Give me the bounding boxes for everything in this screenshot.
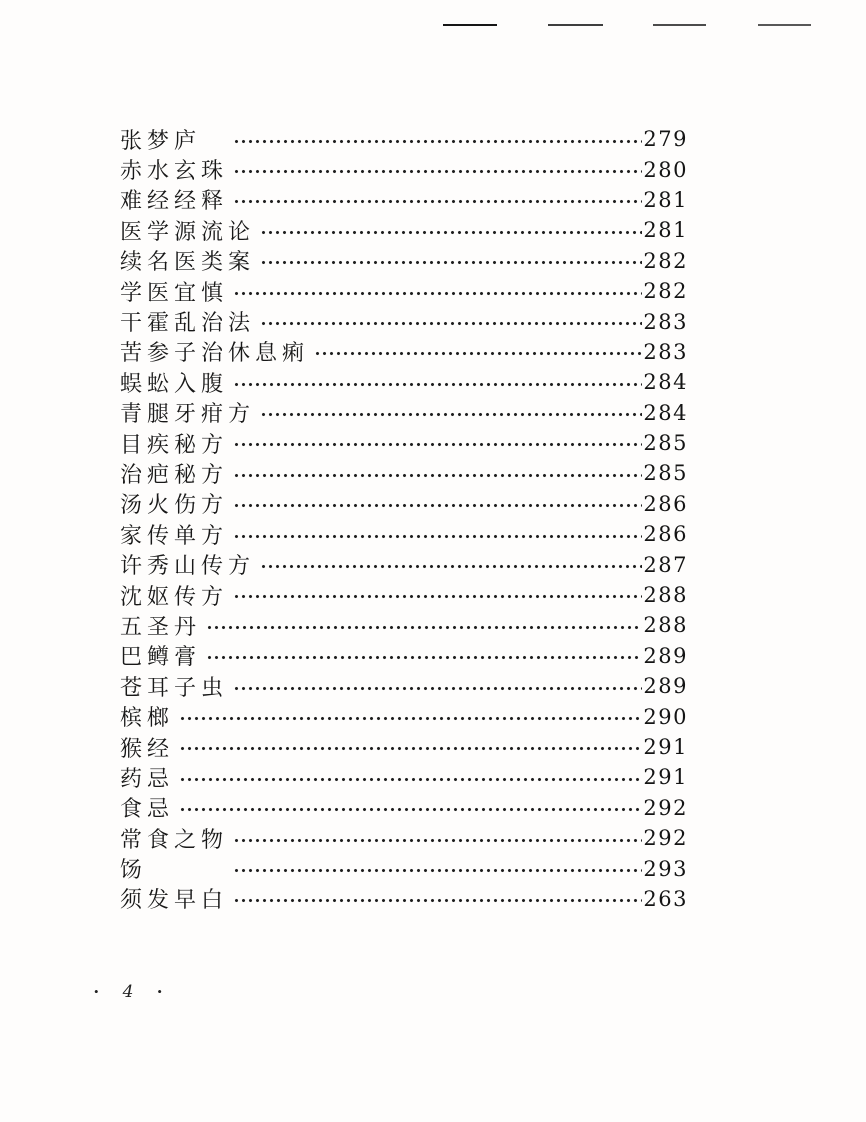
dotted-leader (260, 215, 642, 245)
toc-entry-title: 目疾秘方 (120, 431, 229, 457)
dotted-leader (233, 884, 642, 914)
toc-entry-page-number: 284 (643, 400, 688, 425)
dotted-leader (233, 124, 642, 154)
dotted-leader (233, 276, 642, 306)
footer-bullet-right: • (157, 984, 162, 999)
toc-entry-page-number: 291 (643, 765, 688, 790)
toc-entry-title: 续名医类案 (120, 249, 256, 275)
toc-row (120, 185, 688, 215)
toc-entry-title: 食忌 (120, 796, 175, 822)
toc-entry-title: 五圣丹 (120, 613, 202, 639)
toc-entry-title: 巴鳟膏 (120, 644, 202, 670)
toc-entry-title: 苍耳子虫 (120, 674, 229, 700)
footer-page-number: 4 (122, 982, 134, 1002)
scan-artifact-dash (758, 24, 811, 26)
toc-entry-title: 猴经 (120, 735, 175, 761)
toc-entry-title: 家传单方 (120, 522, 229, 548)
dotted-leader (314, 337, 642, 367)
dotted-leader (233, 185, 642, 215)
dotted-leader (260, 246, 642, 276)
toc-entry-title: 干霍乱治法 (120, 310, 256, 336)
toc-entry-page-number: 288 (643, 613, 688, 638)
toc-entry-page-number: 284 (643, 370, 688, 395)
toc-entry-page-number: 291 (643, 735, 688, 759)
toc-row (120, 549, 688, 579)
toc-row (120, 853, 688, 883)
toc-entry-page-number: 289 (643, 674, 688, 699)
toc-row (120, 793, 688, 823)
toc-row (120, 337, 688, 367)
toc-row (120, 154, 688, 184)
toc-entry-title: 赤水玄珠 (120, 158, 229, 184)
toc-entry-title: 沈妪传方 (120, 583, 229, 609)
toc-list (120, 124, 688, 914)
toc-entry-page-number: 281 (643, 218, 688, 243)
toc-row (120, 823, 688, 853)
toc-entry-title: 苦参子治休息痢 (120, 340, 310, 366)
toc-entry-page-number: 281 (643, 187, 688, 212)
dotted-leader (233, 367, 642, 397)
toc-entry-title: 学医宜慎 (120, 279, 229, 305)
toc-row (120, 428, 688, 458)
scan-artifact-dash (548, 24, 603, 26)
dotted-leader (179, 793, 642, 823)
toc-entry-title: 难经经释 (120, 188, 229, 214)
dotted-leader (179, 762, 642, 792)
toc-entry-title: 蜈蚣入腹 (120, 370, 229, 396)
dotted-leader (260, 398, 642, 428)
toc-row (120, 306, 688, 336)
dotted-leader (179, 732, 642, 762)
footer-bullet-left: • (94, 984, 99, 999)
dotted-leader (179, 701, 642, 731)
toc-entry-title: 医学源流论 (120, 218, 256, 244)
toc-entry-title: 药忌 (120, 765, 175, 791)
dotted-leader (233, 519, 642, 549)
dotted-leader (260, 549, 642, 579)
toc-entry-page-number: 282 (643, 248, 688, 273)
toc-entry-page-number: 283 (643, 309, 688, 334)
dotted-leader (233, 154, 642, 184)
page-number-footer (94, 982, 162, 1002)
toc-entry-page-number: 292 (643, 826, 688, 851)
dotted-leader (206, 610, 642, 640)
toc-entry-page-number: 285 (643, 431, 688, 456)
toc-entry-page-number: 282 (643, 279, 688, 304)
toc-row (120, 215, 688, 245)
dotted-leader (260, 306, 642, 336)
toc-entry-title: 治疤秘方 (120, 462, 229, 487)
scan-artifact-dash (443, 24, 497, 26)
toc-entry-title: 饧 (120, 857, 148, 883)
toc-entry-page-number: 286 (643, 522, 688, 547)
toc-row (120, 641, 688, 671)
toc-entry-page-number: 290 (643, 704, 688, 729)
toc-entry-page-number: 288 (643, 583, 688, 608)
toc-entry-page-number: 285 (643, 461, 688, 486)
toc-entry-title: 常食之物 (120, 826, 229, 852)
toc-entry-page-number: 279 (643, 127, 688, 152)
dotted-leader (233, 489, 642, 519)
toc-entry-title: 张梦庐 (120, 127, 202, 153)
toc-row (120, 489, 688, 519)
dotted-leader (233, 458, 642, 488)
toc-entry-page-number: 287 (643, 552, 688, 577)
toc-row (120, 701, 688, 731)
dotted-leader (206, 641, 642, 671)
toc-entry-title: 许秀山传方 (120, 553, 256, 579)
toc-entry-page-number: 292 (643, 795, 688, 820)
toc-row (120, 398, 688, 428)
toc-row (120, 610, 688, 640)
toc-row (120, 732, 688, 762)
toc-row (120, 580, 688, 610)
toc-row (120, 246, 688, 276)
dotted-leader (233, 428, 642, 458)
toc-entry-page-number: 263 (643, 886, 688, 911)
dotted-leader (233, 823, 642, 853)
toc-entry-page-number: 280 (643, 157, 688, 182)
toc-row (120, 671, 688, 701)
toc-row (120, 884, 688, 914)
toc-row (120, 276, 688, 306)
toc-row (120, 762, 688, 792)
toc-row (120, 519, 688, 549)
toc-entry-page-number: 286 (643, 491, 688, 516)
toc-entry-title: 须发早白 (120, 887, 229, 913)
toc-row (120, 367, 688, 397)
toc-entry-page-number: 289 (643, 643, 688, 668)
toc-entry-title: 青腿牙疳方 (120, 401, 256, 427)
toc-row (120, 124, 688, 154)
dotted-leader (233, 853, 642, 883)
toc-entry-page-number: 293 (643, 856, 688, 881)
scan-artifact-dash (653, 24, 706, 26)
toc-entry-title: 汤火伤方 (120, 492, 229, 518)
dotted-leader (233, 671, 642, 701)
dotted-leader (233, 580, 642, 610)
toc-entry-page-number: 283 (643, 339, 688, 364)
toc-row (120, 458, 688, 488)
toc-entry-title: 槟榔 (120, 705, 175, 731)
